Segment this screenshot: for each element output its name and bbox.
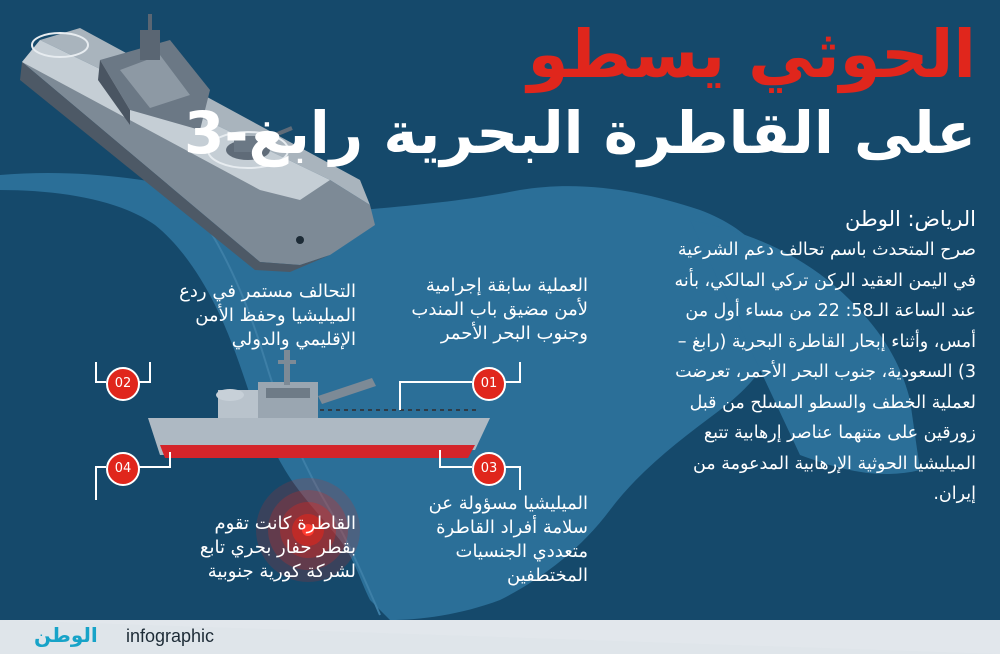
headline-line-1: الحوثي يسطو bbox=[527, 16, 976, 93]
article-body: صرح المتحدث باسم تحالف دعم الشرعية في اليمن العقيد الركن تركي المالكي، بأنه عند الساعة الـ58: 22 من مساء أول من أمس، وأثناء إبحار القاطرة البحرية (رابغ – 3) السعودية، جنوب البحر الأحمر، تعرضت لعملية الخطف والسطو المسلح من قبل زورقين على متنهما عناصر إرهابية تتبع الميليشيا الحوثية الإرهابية المدعومة من إيران. bbox=[674, 240, 976, 504]
footer-label: infographic bbox=[126, 626, 215, 646]
callout-02-badge: 02 bbox=[106, 367, 140, 401]
footer-bar bbox=[0, 620, 1000, 654]
callout-04-text: القاطرة كانت تقوم بقطر حفار بحري تابع لشركة كورية جنوبية bbox=[199, 513, 356, 582]
callout-01-text: العملية سابقة إجرامية لأمن مضيق باب المندب وجنوب البحر الأحمر bbox=[411, 275, 588, 344]
callout-03-text: الميليشيا مسؤولة عن سلامة أفراد القاطرة متعددي الجنسيات المختطفين bbox=[428, 493, 588, 586]
callout-03-badge: 03 bbox=[472, 452, 506, 486]
callout-01-badge: 01 bbox=[472, 367, 506, 401]
footer-logo: الوطن bbox=[34, 623, 98, 647]
article-source: الرياض: الوطن bbox=[845, 207, 976, 231]
callout-02-text: التحالف مستمر في ردع الميليشيا وحفظ الأمن الإقليمي والدولي bbox=[179, 281, 356, 350]
article-text bbox=[658, 205, 976, 510]
callout-04-badge: 04 bbox=[106, 452, 140, 486]
headline-line-2: على القاطرة البحرية رابغ-3 bbox=[184, 99, 976, 167]
